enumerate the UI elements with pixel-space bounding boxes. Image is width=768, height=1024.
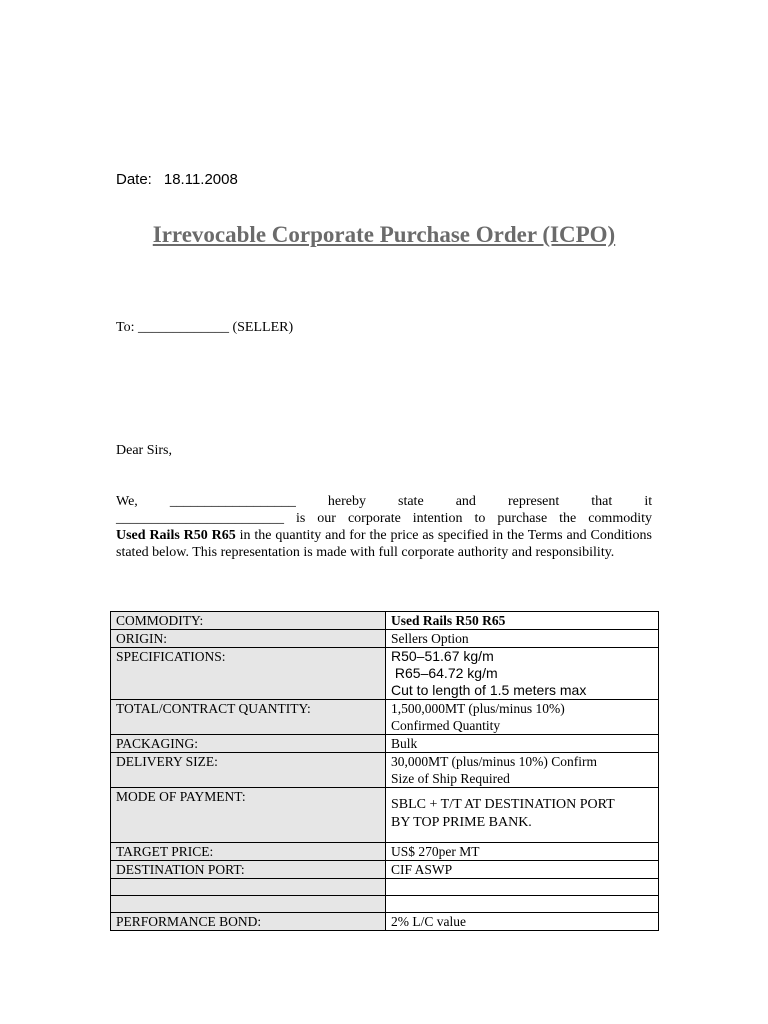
- table-row: [111, 913, 659, 931]
- row-value: 1,500,000MT (plus/minus 10%) Confirmed Quantity: [386, 700, 659, 735]
- table-row: [111, 700, 659, 735]
- row-value: US$ 270per MT: [386, 843, 659, 861]
- row-label: PERFORMANCE BOND:: [111, 913, 386, 931]
- row-value: R50–51.67 kg/m R65–64.72 kg/m Cut to length of 1.5 meters max: [386, 648, 659, 700]
- row-label: PACKAGING:: [111, 735, 386, 753]
- row-value: Used Rails R50 R65: [386, 612, 659, 630]
- table-row: [111, 843, 659, 861]
- row-value: SBLC + T/T AT DESTINATION PORT BY TOP PRIME BANK.: [386, 788, 659, 843]
- table-row: [111, 630, 659, 648]
- row-label: DELIVERY SIZE:: [111, 753, 386, 788]
- row-label: [111, 896, 386, 913]
- document-title: Irrevocable Corporate Purchase Order (ICPO): [152, 222, 616, 247]
- row-value: [386, 879, 659, 896]
- row-label: COMMODITY:: [111, 612, 386, 630]
- commodity-name: Used Rails R50 R65: [116, 528, 236, 543]
- table-row: [111, 861, 659, 879]
- row-value: Sellers Option: [386, 630, 659, 648]
- row-label: ORIGIN:: [111, 630, 386, 648]
- row-label: DESTINATION PORT:: [111, 861, 386, 879]
- date-value: 18.11.2008: [163, 171, 238, 188]
- row-value: [386, 896, 659, 913]
- row-value: CIF ASWP: [386, 861, 659, 879]
- salutation: Dear Sirs,: [116, 443, 172, 458]
- row-value: 2% L/C value: [386, 913, 659, 931]
- table-row: [111, 735, 659, 753]
- date-line: [116, 171, 238, 188]
- table-row-empty: [111, 896, 659, 913]
- row-label: TARGET PRICE:: [111, 843, 386, 861]
- row-value: 30,000MT (plus/minus 10%) Confirm Size of Ship Required: [386, 753, 659, 788]
- row-label: TOTAL/CONTRACT QUANTITY:: [111, 700, 386, 735]
- row-label: MODE OF PAYMENT:: [111, 788, 386, 843]
- table-row: [111, 788, 659, 843]
- row-label: SPECIFICATIONS:: [111, 648, 386, 700]
- intent-paragraph: [116, 493, 652, 561]
- table-row: [111, 612, 659, 630]
- paragraph-rest: Used Rails R50 R65 in the quantity and for the price as specified in the Terms and Conditions stated below. This representation is made with full corporate authority and responsibility.: [116, 528, 652, 560]
- table-row: [111, 753, 659, 788]
- table-row-empty: [111, 879, 659, 896]
- date-label: Date:: [116, 171, 152, 188]
- row-value: Bulk: [386, 735, 659, 753]
- table-row: [111, 648, 659, 700]
- recipient-line: To: _____________ (SELLER): [116, 320, 294, 335]
- terms-table: [110, 611, 659, 931]
- paragraph-line-2: ________________________ is our corporate intention to purchase the commodity: [116, 511, 652, 526]
- row-label: [111, 879, 386, 896]
- paragraph-line-1: We, __________________ hereby state and represent that it: [116, 494, 653, 509]
